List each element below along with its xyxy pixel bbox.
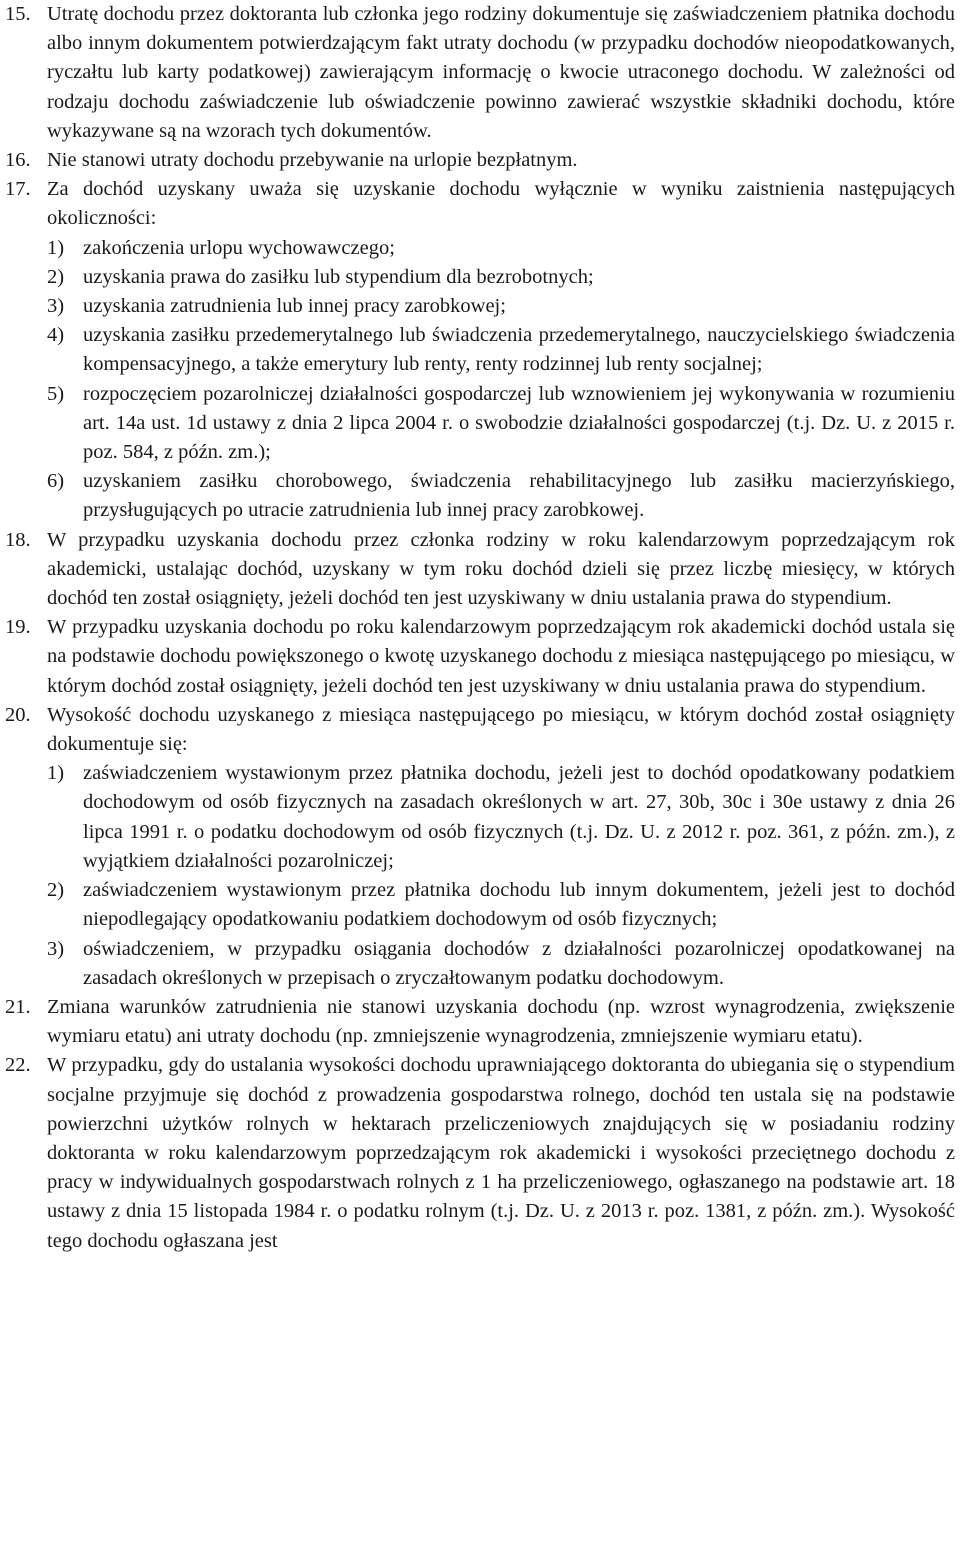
point-16 <box>5 146 955 175</box>
point-text: Za dochód uzyskany uważa się uzyskanie dochodu wyłącznie w wyniku zaistnienia następujących okoliczności: <box>47 178 955 230</box>
item-text: uzyskania prawa do zasiłku lub stypendium dla bezrobotnych; <box>83 265 594 288</box>
item-text: zaświadczeniem wystawionym przez płatnika dochodu lub innym dokumentem, jeżeli jest to dochód niepodlegający opodatkowaniu podatkiem dochodowym od osób fizycznych; <box>83 879 955 931</box>
item-text: rozpoczęciem pozarolniczej działalności gospodarczej lub wznowieniem jej wykonywania w rozumieniu art. 14a ust. 1d ustawy z dnia 2 lipca 2004 r. o swobodzie działalności gospodarczej (t.j. Dz. U. z 2015 r. poz. 584, z późn. zm.); <box>83 382 955 464</box>
list-item <box>47 935 955 993</box>
item-number: 4) <box>47 324 65 347</box>
item-number: 1) <box>47 236 65 259</box>
item-number: 1) <box>47 762 65 785</box>
point-19 <box>5 613 955 701</box>
point-number: 16. <box>5 149 31 172</box>
point-text: Utratę dochodu przez doktoranta lub członka jego rodziny dokumentuje się zaświadczeniem płatnika dochodu albo innym dokumentem potwierdzającym fakt utraty dochodu (w przypadku dochodów nieopodatkowanych, ryczałtu lub karty podatkowej) zawierającym informację o kwocie utraconego dochodu. W zależności od rodzaju dochodu zaświadczenie lub oświadczenie powinno zawierać wszystkie składniki dochodu, które wykazywane są na wzorach tych dokumentów. <box>47 3 955 142</box>
point-number: 19. <box>5 616 31 639</box>
list-item <box>47 380 955 468</box>
list-item <box>47 321 955 379</box>
point-text: Nie stanowi utraty dochodu przebywanie na urlopie bezpłatnym. <box>47 149 578 172</box>
list-item <box>47 292 955 321</box>
item-text: uzyskaniem zasiłku chorobowego, świadczenia rehabilitacyjnego lub zasiłku macierzyńskiego, przysługujących po utracie zatrudnienia lub innej pracy zarobkowej. <box>83 470 955 522</box>
point-21 <box>5 993 955 1051</box>
point-number: 18. <box>5 528 31 551</box>
item-text: oświadczeniem, w przypadku osiągania dochodów z działalności pozarolniczej opodatkowanej na zasadach określonych w przepisach o zryczałtowanym podatku dochodowym. <box>83 937 955 989</box>
item-text: zaświadczeniem wystawionym przez płatnika dochodu, jeżeli jest to dochód opodatkowany podatkiem dochodowym od osób fizycznych na zasadach określonych w art. 27, 30b, 30c i 30e ustawy z dnia 26 lipca 1991 r. o podatku dochodowym od osób fizycznych (t.j. Dz. U. z 2012 r. poz. 361, z późn. zm.), z wyjątkiem działalności pozarolniczej; <box>83 762 955 872</box>
point-15 <box>5 0 955 146</box>
list-item <box>47 876 955 934</box>
item-text: uzyskania zatrudnienia lub innej pracy zarobkowej; <box>83 295 506 318</box>
point-17 <box>5 175 955 525</box>
item-number: 3) <box>47 295 65 318</box>
item-text: zakończenia urlopu wychowawczego; <box>83 236 395 259</box>
item-number: 2) <box>47 879 65 902</box>
point-text: Zmiana warunków zatrudnienia nie stanowi uzyskania dochodu (np. wzrost wynagrodzenia, zwiększenie wymiaru etatu) ani utraty dochodu (np. zmniejszenie wynagrodzenia, zmniejszenie wymiaru etatu). <box>47 995 955 1048</box>
point-18 <box>5 526 955 614</box>
item-number: 6) <box>47 470 65 493</box>
point-20 <box>5 701 955 993</box>
point-22 <box>5 1051 955 1255</box>
point-number: 22. <box>5 1054 31 1077</box>
item-text: uzyskania zasiłku przedemerytalnego lub świadczenia przedemerytalnego, nauczycielskiego świadczenia kompensacyjnego, a także emerytury lub renty, renty rodzinnej lub renty socjalnej; <box>83 324 955 376</box>
item-number: 3) <box>47 937 65 960</box>
point-number: 17. <box>5 178 31 201</box>
item-number: 5) <box>47 382 65 405</box>
list-item <box>47 759 955 876</box>
list-item <box>47 467 955 525</box>
point-text: W przypadku uzyskania dochodu po roku kalendarzowym poprzedzającym rok akademicki dochód ustala się na podstawie dochodu powiększonego o kwotę uzyskanego dochodu z miesiąca następującego po miesiącu, w którym dochód został osiągnięty, jeżeli dochód ten jest uzyskiwany w dniu ustalania prawa do stypendium. <box>47 616 955 697</box>
point-number: 20. <box>5 703 31 726</box>
list-item <box>47 234 955 263</box>
document-page <box>5 0 955 1256</box>
point-number: 21. <box>5 995 31 1018</box>
point-number: 15. <box>5 3 31 25</box>
point-text: W przypadku, gdy do ustalania wysokości dochodu uprawniającego doktoranta do ubiegania się o stypendium socjalne przyjmuje się dochód z prowadzenia gospodarstwa rolnego, dochód ten ustala się na podstawie powierzchni użytków rolnych w hektarach przeliczeniowych znajdujących się w posiadaniu rodziny doktoranta w roku kalendarzowym poprzedzającym rok akademicki i wysokości przeciętnego dochodu z pracy w indywidualnych gospodarstwach rolnych z 1 ha przeliczeniowego, ogłaszanego na podstawie art. 18 ustawy z dnia 15 listopada 1984 r. o podatku rolnym (t.j. Dz. U. z 2013 r. poz. 1381, z późn. zm.). Wysokość tego dochodu ogłaszana jest <box>47 1054 955 1252</box>
list-item <box>47 263 955 292</box>
point-text: W przypadku uzyskania dochodu przez członka rodziny w roku kalendarzowym poprzedzającym rok akademicki, ustalając dochód, uzyskany w tym roku dochód dzieli się przez liczbę miesięcy, w których dochód ten został osiągnięty, jeżeli dochód ten jest uzyskiwany w dniu ustalania prawa do stypendium. <box>47 528 955 610</box>
item-number: 2) <box>47 265 65 288</box>
point-text: Wysokość dochodu uzyskanego z miesiąca następującego po miesiącu, w którym dochód został osiągnięty dokumentuje się: <box>47 703 955 756</box>
